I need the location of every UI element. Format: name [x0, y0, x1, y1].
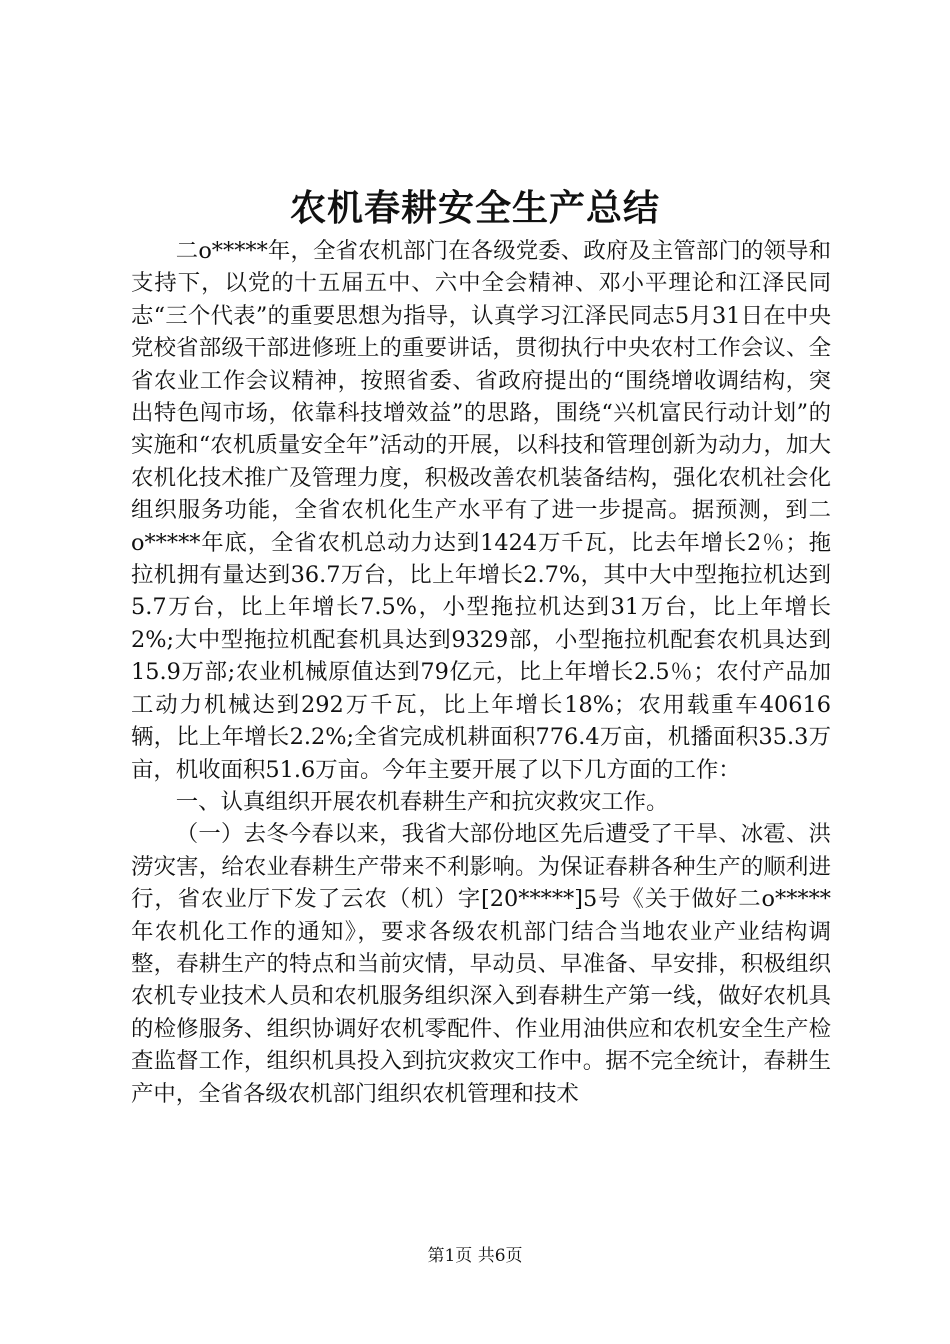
paragraph-subsection-one: （一）去冬今春以来，我省大部份地区先后遭受了干旱、冰雹、洪涝灾害，给农业春耕生产带来不利影响。为保证春耕各种生产的顺利进行，省农业厅下发了云农（机）字[20*****]5号《关于做好二o*****年农机化工作的通知》，要求各级农机部门结合当地农业产业结构调整，春耕生产的特点和当前灾情，早动员、早准备、早安排，积极组织农机专业技术人员和农机服务组织深入到春耕生产第一线，做好农机具的检修服务、组织协调好农机零配件、作业用油供应和农机安全生产检查监督工作，组织机具投入到抗灾救灾工作中。据不完全统计，春耕生产中，全省各级农机部门组织农机管理和技术 [131, 821, 831, 1107]
document-body [131, 235, 831, 1110]
paragraph-section-heading: 一、认真组织开展农机春耕生产和抗灾救灾工作。 [175, 788, 669, 815]
paragraph-intro: 二o*****年，全省农机部门在各级党委、政府及主管部门的领导和支持下，以党的十五届五中、六中全会精神、邓小平理论和江泽民同志“三个代表”的重要思想为指导，认真学习江泽民同志5月31日在中央党校省部级干部进修班上的重要讲话，贯彻执行中央农村工作会议、全省农业工作会议精神，按照省委、省政府提出的“围绕增收调结构，突出特色闯市场，依靠科技增效益”的思路，围绕“兴机富民行动计划”的实施和“农机质量安全年”活动的开展，以科技和管理创新为动力，加大农机化技术推广及管理力度，积极改善农机装备结构，强化农机社会化组织服务功能，全省农机化生产水平有了进一步提高。据预测，到二o*****年底，全省农机总动力达到1424万千瓦，比去年增长2％；拖拉机拥有量达到36.7万台，比上年增长2.7%，其中大中型拖拉机达到5.7万台，比上年增长7.5%，小型拖拉机达到31万台，比上年增长2%;大中型拖拉机配套机具达到9329部，小型拖拉机配套农机具达到15.9万部;农业机械原值达到79亿元，比上年增长2.5％；农付产品加工动力机械达到292万千瓦，比上年增长18%；农用载重车40616辆，比上年增长2.2%;全省完成机耕面积776.4万亩，机播面积35.3万亩，机收面积51.6万亩。今年主要开展了以下几方面的工作： [131, 238, 831, 783]
page-footer: 第1页 共6页 [427, 1246, 523, 1266]
document-title: 农机春耕安全生产总结 [289, 187, 660, 229]
